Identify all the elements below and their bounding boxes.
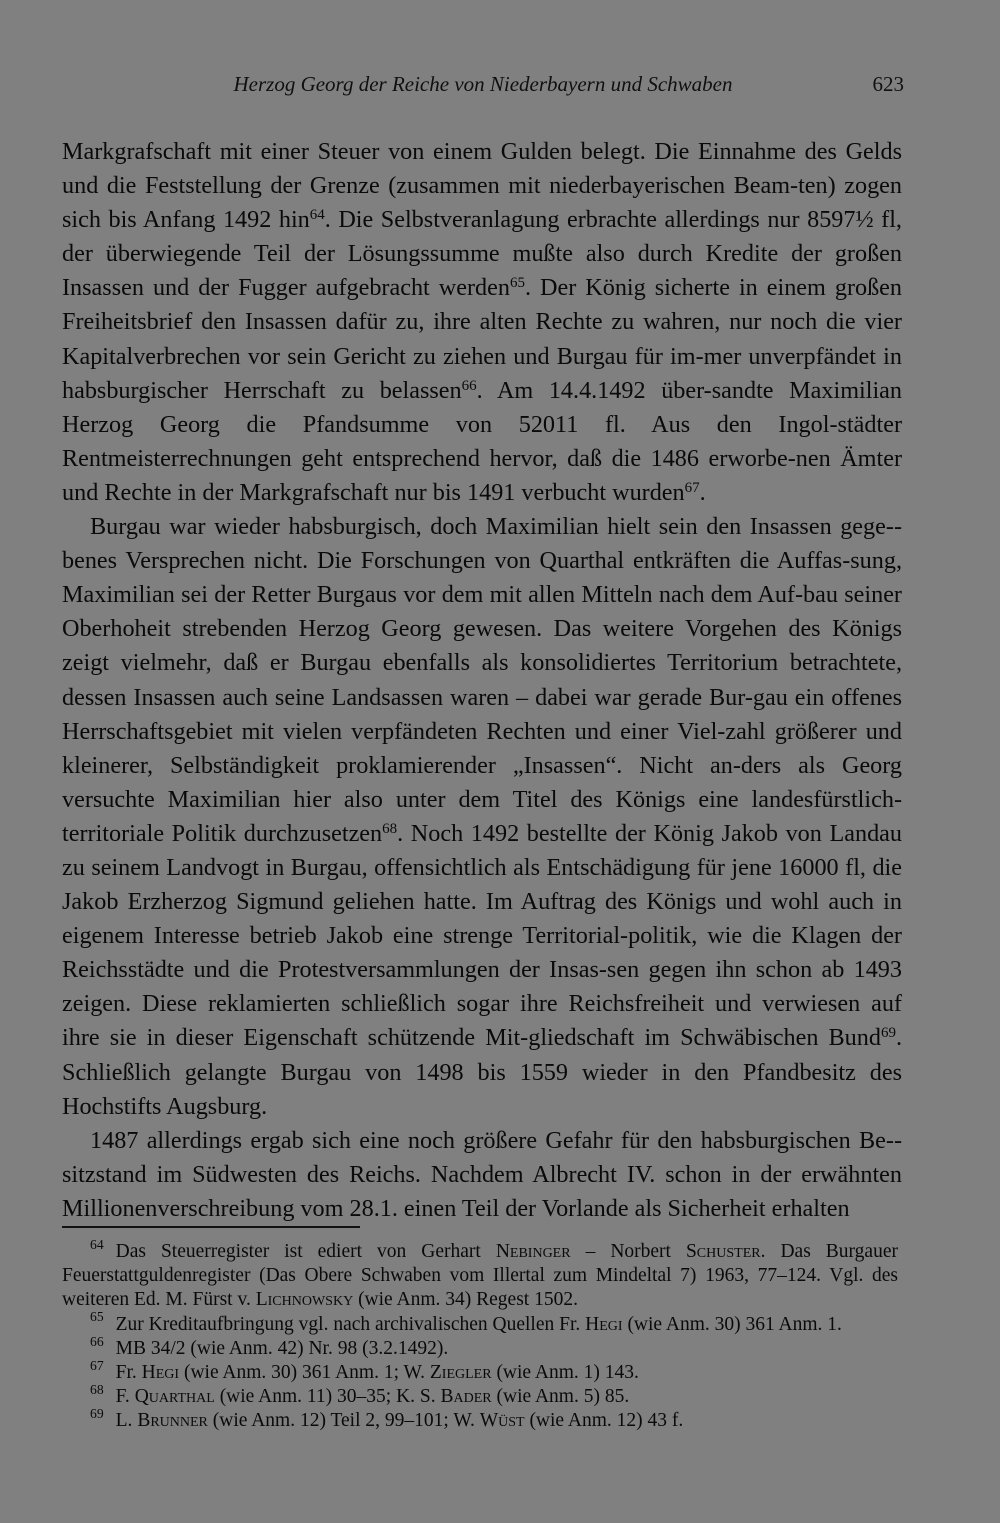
text-run: . Schließlich gelangte Burgau von 1498 bis 1559 wieder in den Pfandbesitz des Hochstifts Augsburg. xyxy=(62,1024,902,1120)
footnote xyxy=(62,1333,898,1361)
author-name: Hegi xyxy=(585,1313,623,1335)
author-name: Nebinger xyxy=(495,1241,571,1262)
footnote-number: 65 xyxy=(90,1309,104,1325)
text-run: (wie Anm. 12) 43 f. xyxy=(524,1410,684,1432)
text-run: . Der König sicherte in einem großen Freiheitsbrief den Insassen dafür zu, ihre alten Rechte zu wahren, nur noch die vier Kapitalverbrechen vor sein Gericht zu ziehen und Burgau für im-mer unverpfändet in habsburgischer Herrschaft zu belassen xyxy=(62,274,903,404)
body-paragraph xyxy=(62,510,902,1124)
text-run: (wie Anm. 34) Regest 1502. xyxy=(353,1289,578,1311)
footnote-number: 64 xyxy=(90,1236,104,1252)
body-text xyxy=(62,135,902,1226)
text-run: L. xyxy=(115,1410,138,1432)
text-run: (wie Anm. 30) 361 Anm. 1. xyxy=(622,1313,842,1335)
footnote xyxy=(62,1236,898,1313)
author-name: Schuster xyxy=(685,1241,761,1262)
footnote-reference[interactable]: 68 xyxy=(382,820,398,837)
footnote xyxy=(62,1382,898,1409)
text-run: Markgrafschaft mit einer Steuer von einem Gulden belegt. Die Einnahme des Gelds und die Feststellung der Grenze (zusammen mit niederbayerischen Beam-ten) zogen sich bis Anfang 1492 hin xyxy=(62,138,902,234)
footnote xyxy=(62,1357,898,1385)
author-name: Wüst xyxy=(479,1410,525,1432)
footnote-number: 67 xyxy=(90,1357,104,1373)
footnotes xyxy=(62,1236,898,1434)
footnote-number: 68 xyxy=(90,1382,104,1398)
text-run: . Das Burgauer Feuerstattguldenregister (Das Obere Schwaben vom Illertal zum Mindeltal 7) 1963, 77–124. Vgl. des weiteren Ed. M. Fürst v. xyxy=(62,1241,898,1311)
footnote xyxy=(62,1406,898,1433)
running-title: Herzog Georg der Reiche von Niederbayern und Schwaben xyxy=(233,72,733,96)
text-run: . Noch 1492 bestellte der König Jakob von Landau zu seinem Landvogt in Burgau, offensichtlich als Entschädigung für jene 16000 fl, die Jakob Erzherzog Sigmund geliehen hatte. Im Auftrag des Königs und wohl auch in eigenem Interesse betrieb Jakob eine strenge Territorial-politik, wie die Klagen der Reichsstädte und die Protestversammlungen der Insas-sen gegen ihn schon ab 1493 zeigen. Diese reklamierten schließlich sogar ihre Reichsfreiheit und verwiesen auf ihre sie in dieser Eigenschaft schützende Mit-gliedschaft im Schwäbischen Bund xyxy=(62,819,902,1052)
text-run: (wie Anm. 1) 143. xyxy=(491,1362,639,1384)
text-run: Das Steuerregister ist ediert von Gerhart xyxy=(115,1241,496,1262)
footnote-reference[interactable]: 64 xyxy=(309,206,325,223)
footnote-separator xyxy=(62,1226,360,1228)
text-run: (wie Anm. 12) Teil 2, 99–101; W. xyxy=(207,1410,480,1432)
text-run: F. xyxy=(115,1386,135,1408)
footnote xyxy=(62,1309,898,1337)
footnote-reference[interactable]: 67 xyxy=(684,479,700,496)
text-run: Zur Kreditaufbringung vgl. nach archivalischen Quellen Fr. xyxy=(115,1313,586,1335)
author-name: Brunner xyxy=(137,1410,208,1432)
author-name: Hegi xyxy=(141,1362,180,1384)
author-name: Quarthal xyxy=(134,1386,215,1408)
text-run: 1487 allerdings ergab sich eine noch größere Gefahr für den habsburgischen Be-sitzstand im Südwesten des Reichs. Nachdem Albrecht IV. schon in der erwähnten Millionenverschreibung vom 28.1. einen Teil der Vorlande als Sicherheit erhalten xyxy=(62,1126,902,1222)
text-run: . Am 14.4.1492 über-sandte Maximilian Herzog Georg die Pfandsumme von 52011 fl. Aus den Ingol-städter Rentmeisterrechnungen geht entsprechend hervor, daß die 1486 erworbe-nen Ämter und Rechte in der Markgrafschaft nur bis 1491 verbucht wurden xyxy=(62,376,902,506)
text-run: (wie Anm. 5) 85. xyxy=(491,1386,630,1408)
body-paragraph xyxy=(62,135,902,510)
footnote-number: 66 xyxy=(90,1333,104,1349)
footnote-reference[interactable]: 69 xyxy=(880,1025,896,1042)
text-run: . Die Selbstveranlagung erbrachte allerdings nur 8597½ fl, der überwiegende Teil der Lösungssumme mußte also durch Kredite der großen Insassen und der Fugger aufgebracht werden xyxy=(62,206,902,302)
text-run: (wie Anm. 30) 361 Anm. 1; W. xyxy=(179,1362,430,1384)
text-run: – Norbert xyxy=(570,1241,686,1262)
text-run: Fr. xyxy=(115,1362,142,1384)
author-name: Bader xyxy=(440,1386,492,1408)
running-header xyxy=(62,72,904,102)
author-name: Lichnowsky xyxy=(255,1289,354,1311)
footnote-number: 69 xyxy=(90,1406,104,1422)
footnote-reference[interactable]: 66 xyxy=(461,377,477,394)
author-name: Ziegler xyxy=(429,1362,492,1384)
body-paragraph xyxy=(62,1124,902,1226)
page-number: 623 xyxy=(872,72,904,96)
text-run: MB 34/2 (wie Anm. 42) Nr. 98 (3.2.1492). xyxy=(115,1337,449,1359)
text-run: (wie Anm. 11) 30–35; K. S. xyxy=(214,1386,441,1408)
footnote-reference[interactable]: 65 xyxy=(509,275,525,292)
text-run: . xyxy=(699,478,706,506)
text-run: Burgau war wieder habsburgisch, doch Maximilian hielt sein den Insassen gege-benes Versprechen nicht. Die Forschungen von Quarthal entkräften die Auffas-sung, Maximilian sei der Retter Burgaus vor dem mit allen Mitteln nach dem Auf-bau seiner Oberhoheit strebenden Herzog Georg gewesen. Das weitere Vorgehen des Königs zeigt vielmehr, daß er Burgau ebenfalls als konsolidiertes Territorium betrachtete, dessen Insassen auch seine Landsassen waren – dabei war gerade Bur-gau ein offenes Herrschaftsgebiet mit vielen verpfändeten Rechten und einer Viel-zahl größerer und kleinerer, Selbständigkeit proklamierender „Insassen“. Nicht an-ders als Georg versuchte Maximilian hier also unter dem Titel des Königs eine landesfürstlich-territoriale Politik durchzusetzen xyxy=(62,513,902,847)
